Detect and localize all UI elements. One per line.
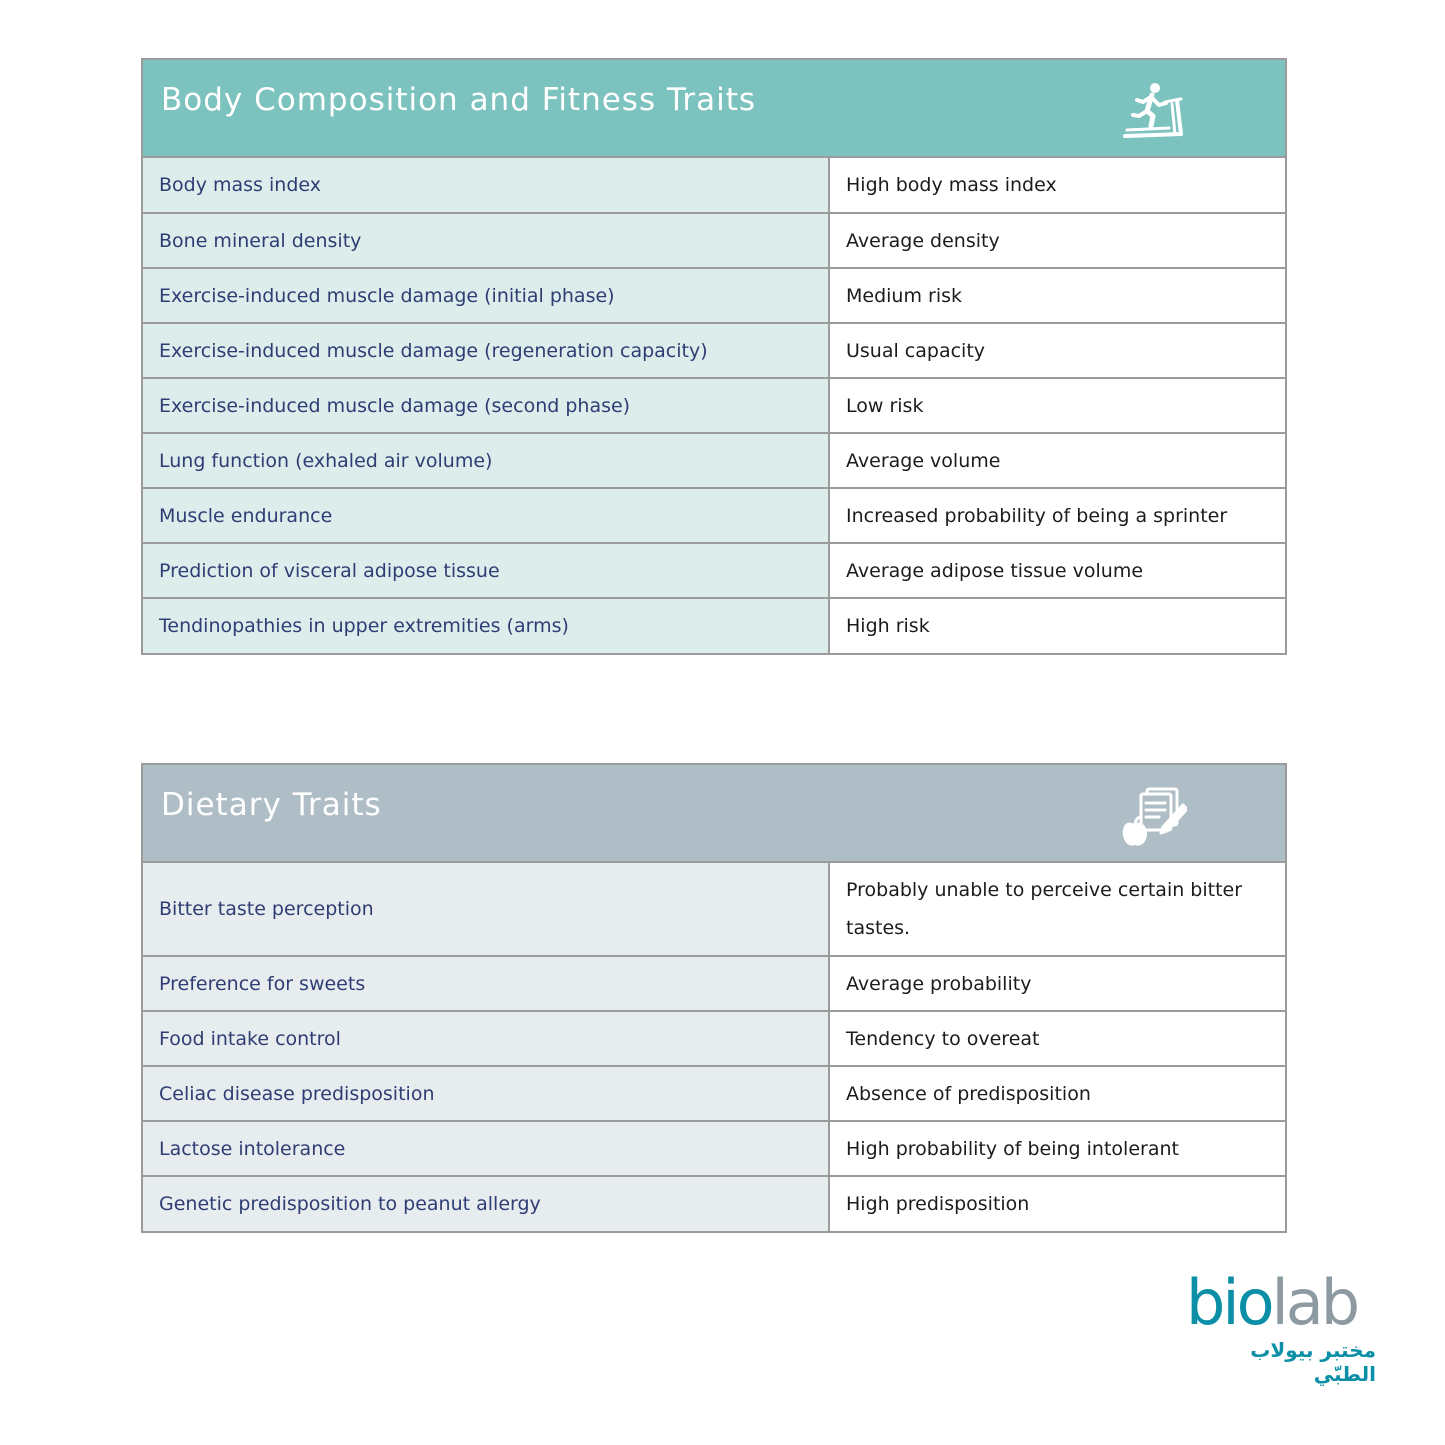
trait-name: Celiac disease predisposition xyxy=(143,1066,829,1121)
trait-name: Muscle endurance xyxy=(143,488,829,543)
fitness-traits-panel xyxy=(141,58,1287,655)
fitness-panel-title: Body Composition and Fitness Traits xyxy=(161,82,756,118)
trait-result: Low risk xyxy=(829,378,1285,433)
treadmill-runner-icon xyxy=(1121,78,1187,144)
dietary-panel-header xyxy=(143,765,1285,863)
dietary-panel-title: Dietary Traits xyxy=(161,787,382,823)
trait-result: Average volume xyxy=(829,433,1285,488)
dietary-traits-panel xyxy=(141,763,1287,1233)
trait-name: Bitter taste perception xyxy=(143,863,829,956)
table-row xyxy=(143,323,1285,378)
table-row xyxy=(143,598,1285,653)
table-row xyxy=(143,1066,1285,1121)
trait-result: High predisposition xyxy=(829,1176,1285,1231)
fitness-traits-table xyxy=(143,158,1285,653)
trait-name: Exercise-induced muscle damage (second phase) xyxy=(143,378,829,433)
table-row xyxy=(143,956,1285,1011)
trait-name: Body mass index xyxy=(143,158,829,213)
trait-result: High probability of being intolerant xyxy=(829,1121,1285,1176)
logo-lab-text: lab xyxy=(1271,1266,1358,1339)
trait-result: Absence of predisposition xyxy=(829,1066,1285,1121)
trait-name: Exercise-induced muscle damage (initial phase) xyxy=(143,268,829,323)
trait-result: Increased probability of being a sprinter xyxy=(829,488,1285,543)
trait-name: Exercise-induced muscle damage (regeneration capacity) xyxy=(143,323,829,378)
trait-result: Average adipose tissue volume xyxy=(829,543,1285,598)
trait-result: Usual capacity xyxy=(829,323,1285,378)
trait-name: Genetic predisposition to peanut allergy xyxy=(143,1176,829,1231)
diet-notes-apple-icon xyxy=(1121,783,1187,849)
trait-result: Average density xyxy=(829,213,1285,268)
table-row xyxy=(143,158,1285,213)
table-row xyxy=(143,1176,1285,1231)
trait-result: Medium risk xyxy=(829,268,1285,323)
trait-result: Tendency to overeat xyxy=(829,1011,1285,1066)
fitness-panel-header xyxy=(143,60,1285,158)
trait-name: Prediction of visceral adipose tissue xyxy=(143,543,829,598)
table-row xyxy=(143,863,1285,956)
trait-result: High risk xyxy=(829,598,1285,653)
trait-name: Preference for sweets xyxy=(143,956,829,1011)
logo-wordmark xyxy=(1186,1268,1357,1338)
trait-name: Lactose intolerance xyxy=(143,1121,829,1176)
table-row xyxy=(143,433,1285,488)
logo-arabic-text: مختبر بيولاب الطبّي xyxy=(1250,1338,1376,1386)
trait-result: Average probability xyxy=(829,956,1285,1011)
trait-name: Bone mineral density xyxy=(143,213,829,268)
logo-bio-text: bio xyxy=(1186,1266,1272,1339)
trait-result: High body mass index xyxy=(829,158,1285,213)
table-row xyxy=(143,213,1285,268)
table-row xyxy=(143,543,1285,598)
table-row xyxy=(143,1011,1285,1066)
dietary-traits-table xyxy=(143,863,1285,1231)
table-row xyxy=(143,488,1285,543)
trait-name: Lung function (exhaled air volume) xyxy=(143,433,829,488)
table-row xyxy=(143,268,1285,323)
trait-result: Probably unable to perceive certain bitter tastes. xyxy=(829,863,1285,956)
trait-name: Tendinopathies in upper extremities (arms) xyxy=(143,598,829,653)
biolab-logo xyxy=(1186,1266,1381,1386)
table-row xyxy=(143,1121,1285,1176)
trait-name: Food intake control xyxy=(143,1011,829,1066)
table-row xyxy=(143,378,1285,433)
